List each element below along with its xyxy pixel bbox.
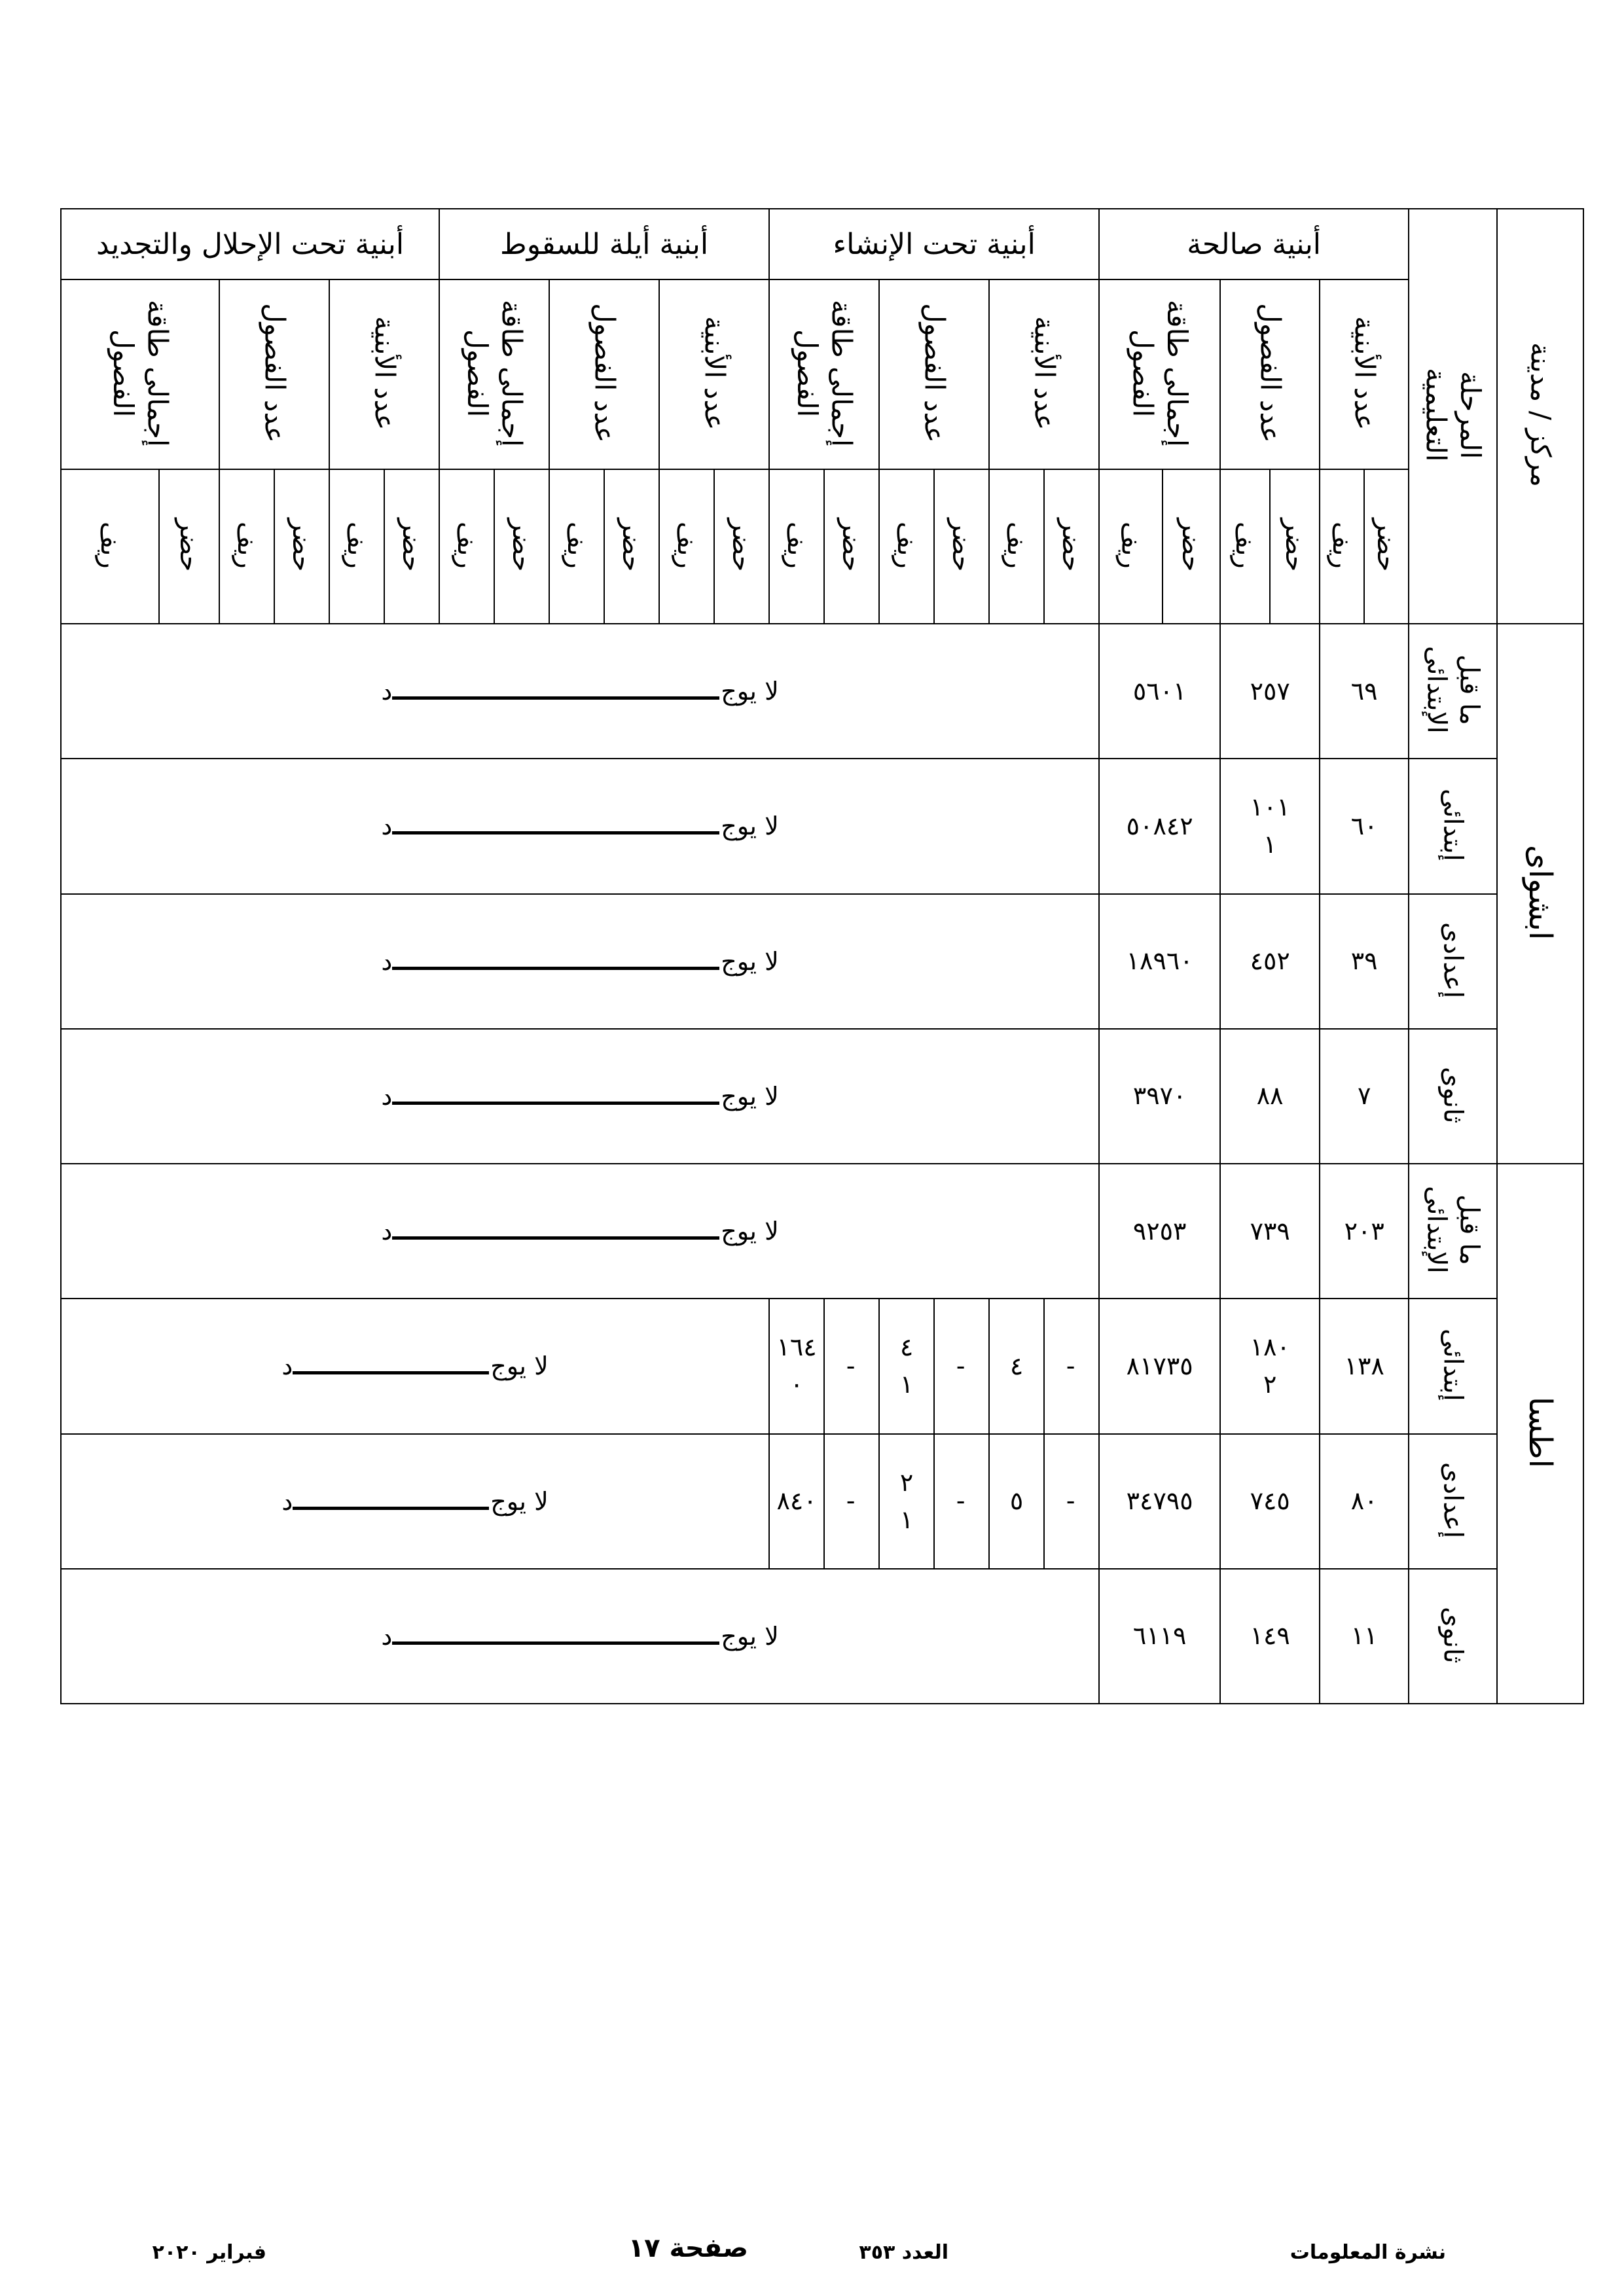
urban-header: حضر [1163, 469, 1220, 624]
table-row [61, 759, 1583, 893]
school-buildings-table [60, 208, 1584, 1704]
construction-buildings-rural-cell: ٥ [989, 1434, 1044, 1569]
valid-capacity-cell: ٣٤٧٩٥ [1099, 1434, 1220, 1569]
none-text: لا يوج [721, 677, 779, 706]
valid-classes-cell: ٢٥٧ [1220, 624, 1320, 759]
none-cell [61, 759, 1099, 893]
none-tail: د [381, 946, 393, 976]
valid-classes-cell: ١٠١١ [1220, 759, 1320, 893]
none-line [392, 1641, 719, 1645]
district-cell: اطسا [1497, 1164, 1583, 1704]
stage-cell: ما قبل الإبتدائى [1409, 1164, 1497, 1299]
none-text: لا يوج [721, 1621, 779, 1651]
rural-header: ريف [329, 469, 384, 624]
table-row [61, 1299, 1583, 1433]
none-tail: د [381, 812, 393, 841]
rural-header: ريف [659, 469, 714, 624]
table-row [61, 1434, 1583, 1569]
group-header-renovation: أبنية تحت الإحلال والتجديد [61, 209, 439, 279]
rural-header: ريف [219, 469, 274, 624]
valid-classes-cell: ٧٤٥ [1220, 1434, 1320, 1569]
none-line [392, 967, 719, 970]
urban-header: حضر [494, 469, 549, 624]
rural-header: ريف [1099, 469, 1163, 624]
urban-header: حضر [714, 469, 769, 624]
urban-header: حضر [824, 469, 879, 624]
rural-header: ريف [769, 469, 824, 624]
rural-header: ريف [1220, 469, 1270, 624]
none-tail: د [381, 1621, 393, 1651]
valid-classes-cell: ٧٣٩ [1220, 1164, 1320, 1299]
rural-header: ريف [1320, 469, 1364, 624]
valid-buildings-cell: ١٣٨ [1320, 1299, 1409, 1433]
valid-capacity-cell: ٥٦٠١ [1099, 624, 1220, 759]
none-line [392, 1102, 719, 1105]
group-header-valid: أبنية صالحة [1099, 209, 1409, 279]
table-row [61, 624, 1583, 759]
footer-page: صفحة ١٧ [628, 2233, 748, 2263]
valid-capacity-cell: ٩٢٥٣ [1099, 1164, 1220, 1299]
stage-cell: ثانوى [1409, 1029, 1497, 1164]
valid-classes-cell: ١٨٠٢ [1220, 1299, 1320, 1433]
sub-header-classes: عدد الفصول [549, 279, 659, 469]
urban-header: حضر [1270, 469, 1320, 624]
stage-cell: ثانوى [1409, 1569, 1497, 1704]
sub-header-capacity: إجمالى طاقة الفصول [61, 279, 219, 469]
stage-cell: إبتدائى [1409, 759, 1497, 893]
construction-buildings-rural-cell: ٤ [989, 1299, 1044, 1433]
sub-header-buildings: عدد الأبنية [989, 279, 1099, 469]
valid-capacity-cell: ٦١١٩ [1099, 1569, 1220, 1704]
construction-classes-urban-cell: - [934, 1434, 989, 1569]
urban-header: حضر [274, 469, 329, 624]
valid-capacity-cell: ٣٩٧٠ [1099, 1029, 1220, 1164]
construction-classes-urban-cell: - [934, 1299, 989, 1433]
valid-buildings-cell: ٦٩ [1320, 624, 1409, 759]
none-text: لا يوج [721, 1217, 779, 1246]
sub-header-classes: عدد الفصول [879, 279, 989, 469]
none-text: لا يوج [490, 1486, 549, 1516]
urban-header: حضر [604, 469, 659, 624]
urban-header: حضر [1364, 469, 1409, 624]
none-cell [61, 1569, 1099, 1704]
none-text: لا يوج [490, 1352, 549, 1381]
valid-buildings-cell: ٧ [1320, 1029, 1409, 1164]
valid-buildings-cell: ١١ [1320, 1569, 1409, 1704]
none-tail: د [281, 1486, 293, 1516]
table-row [61, 1029, 1583, 1164]
urban-header: حضر [934, 469, 989, 624]
sub-header-buildings: عدد الأبنية [1320, 279, 1409, 469]
sub-header-capacity: إجمالى طاقة الفصول [439, 279, 549, 469]
urban-header: حضر [384, 469, 439, 624]
footer-publication: نشرة المعلومات [1290, 2241, 1446, 2264]
urban-header: حضر [1044, 469, 1099, 624]
valid-classes-cell: ١٤٩ [1220, 1569, 1320, 1704]
buildings-table-wrapper [60, 208, 1580, 1704]
none-line [392, 696, 719, 700]
district-header: مركز / مدينة [1497, 209, 1583, 624]
stage-cell: إعدادى [1409, 894, 1497, 1029]
sub-header-capacity: إجمالى طاقة الفصول [769, 279, 879, 469]
none-cell [61, 1164, 1099, 1299]
valid-capacity-cell: ٨١٧٣٥ [1099, 1299, 1220, 1433]
construction-capacity-rural-cell: ٨٤٠ [769, 1434, 824, 1569]
construction-buildings-urban-cell: - [1044, 1434, 1099, 1569]
rural-header: ريف [549, 469, 604, 624]
stage-cell: إبتدائى [1409, 1299, 1497, 1433]
rural-header: ريف [989, 469, 1044, 624]
valid-buildings-cell: ٦٠ [1320, 759, 1409, 893]
sub-header-classes: عدد الفصول [1220, 279, 1320, 469]
sub-header-buildings: عدد الأبنية [329, 279, 439, 469]
table-row [61, 1164, 1583, 1299]
urban-header: حضر [159, 469, 219, 624]
none-cell [61, 624, 1099, 759]
none-cell [61, 894, 1099, 1029]
rural-header: ريف [61, 469, 159, 624]
construction-buildings-urban-cell: - [1044, 1299, 1099, 1433]
valid-buildings-cell: ٨٠ [1320, 1434, 1409, 1569]
none-tail: د [381, 677, 393, 706]
none-line [293, 1371, 489, 1374]
rural-header: ريف [439, 469, 494, 624]
valid-buildings-cell: ٣٩ [1320, 894, 1409, 1029]
none-text: لا يوج [721, 946, 779, 976]
valid-capacity-cell: ٥٠٨٤٢ [1099, 759, 1220, 893]
footer-issue: العدد ٣٥٣ [859, 2241, 948, 2264]
construction-classes-rural-cell: ٤١ [879, 1299, 934, 1433]
group-header-construction: أبنية تحت الإنشاء [769, 209, 1099, 279]
construction-capacity-rural-cell: ١٦٤٠ [769, 1299, 824, 1433]
none-tail: د [381, 1217, 393, 1246]
sub-header-buildings: عدد الأبنية [659, 279, 769, 469]
stage-header: المرحلة التعليمية [1409, 209, 1497, 624]
table-row [61, 894, 1583, 1029]
none-cell [61, 1299, 769, 1433]
valid-classes-cell: ٤٥٢ [1220, 894, 1320, 1029]
stage-cell: ما قبل الإبتدائى [1409, 624, 1497, 759]
sub-header-classes: عدد الفصول [219, 279, 329, 469]
none-tail: د [381, 1081, 393, 1111]
stage-cell: إعدادى [1409, 1434, 1497, 1569]
none-line [392, 1236, 719, 1240]
none-text: لا يوج [721, 812, 779, 841]
group-header-collapsing: أبنية أيلة للسقوط [439, 209, 769, 279]
district-cell: ابشواى [1497, 624, 1583, 1164]
none-cell [61, 1434, 769, 1569]
none-cell [61, 1029, 1099, 1164]
none-tail: د [281, 1352, 293, 1381]
footer-date: فبراير ٢٠٢٠ [152, 2241, 266, 2264]
rural-header: ريف [879, 469, 934, 624]
none-line [293, 1507, 489, 1510]
valid-buildings-cell: ٢٠٣ [1320, 1164, 1409, 1299]
none-line [392, 831, 719, 834]
construction-capacity-urban-cell: - [824, 1299, 879, 1433]
valid-classes-cell: ٨٨ [1220, 1029, 1320, 1164]
construction-classes-rural-cell: ٢١ [879, 1434, 934, 1569]
none-text: لا يوج [721, 1081, 779, 1111]
construction-capacity-urban-cell: - [824, 1434, 879, 1569]
valid-capacity-cell: ١٨٩٦٠ [1099, 894, 1220, 1029]
table-row [61, 1569, 1583, 1704]
sub-header-capacity: إجمالى طاقة الفصول [1099, 279, 1220, 469]
